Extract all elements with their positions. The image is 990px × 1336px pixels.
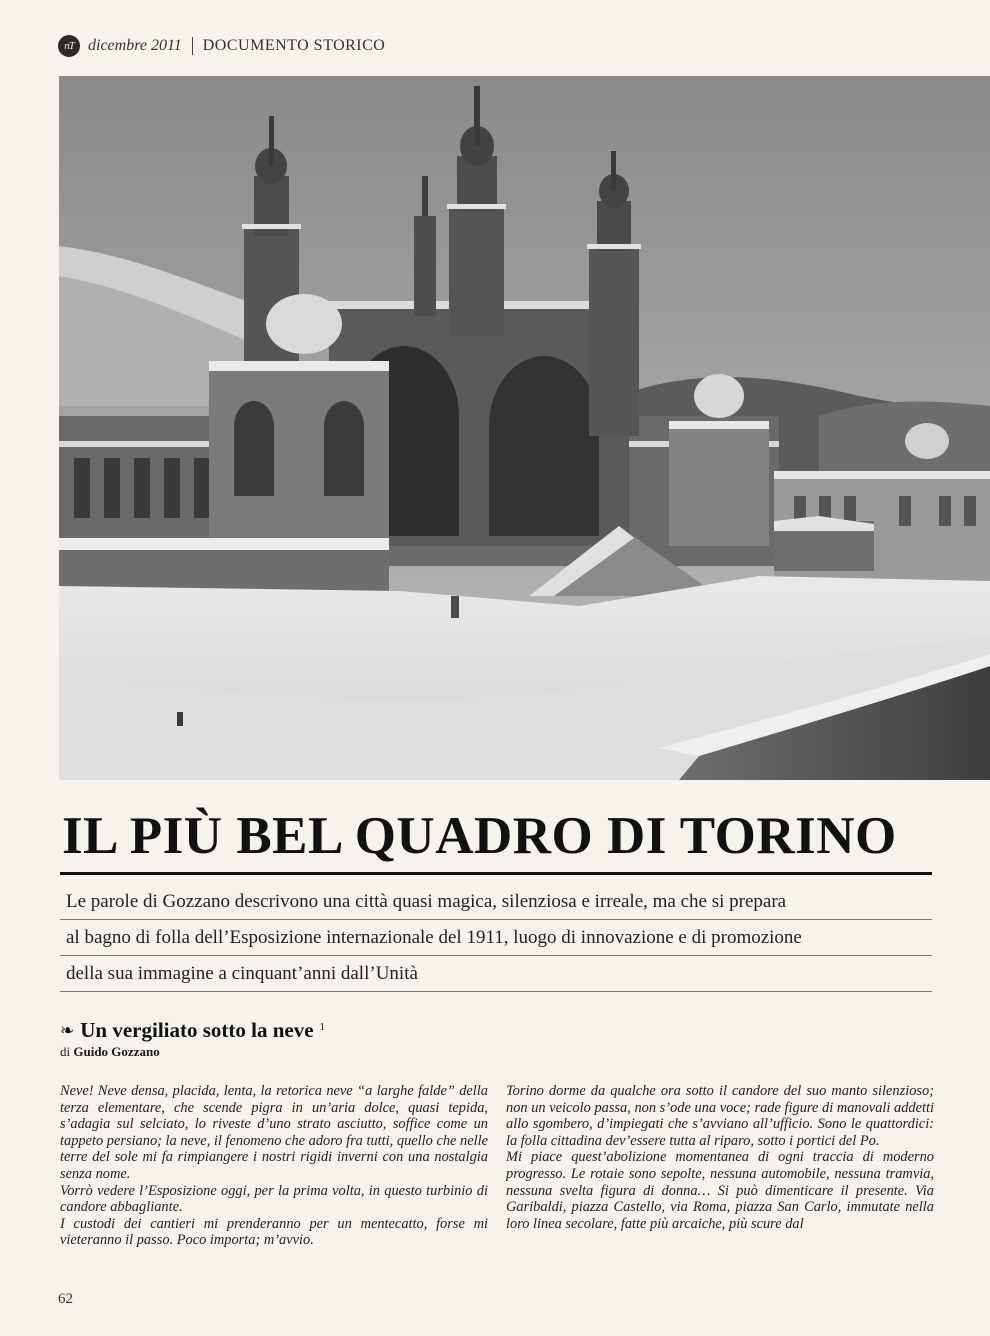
paragraph: I custodi dei cantieri mi prenderanno per un mentecatto, forse mi vieteranno il passo. Poco importa; m’avvio. <box>60 1215 488 1249</box>
article-title: IL PIÙ BEL QUADRO DI TORINO <box>62 807 897 865</box>
paragraph: Neve! Neve densa, placida, lenta, la retorica neve “a larghe falde” della terza elementare, che scende pigra in un’aria dolce, quasi tepida, s’adagia sul selciato, lo riveste d’uno strato asciutto, soffice come un tappeto persiano; la neve, il fenomeno che adoro fra tutti, quello che nelle terre del sole mi fa rimpiangere i nostri rigidi inverni con una nostalgia senza nome. <box>60 1083 488 1182</box>
fleuron-icon: ❧ <box>60 1020 75 1040</box>
historic-photo <box>59 76 990 780</box>
magazine-logo-icon: nT <box>58 35 80 57</box>
paragraph: Mi piace quest’abolizione momentanea di ogni traccia di moderno progresso. Le rotaie sono sepolte, nessuna automobile, nessuna tramvia, nessuna svelta figura di donna… Si può dimenticare il presente. Via Garibaldi, piazza Castello, via Roma, piazza San Carlo, immutate nella loro linea secolare, fatte più arcaiche, più scure dal <box>506 1149 934 1232</box>
running-header <box>58 34 385 58</box>
exposition-photo-icon <box>59 76 990 780</box>
lede-line: al bagno di folla dell’Esposizione internazionale del 1911, luogo di innovazione e di promozione <box>60 920 932 956</box>
text-column-right <box>506 1083 934 1269</box>
paragraph: Vorrò vedere l’Esposizione oggi, per la prima volta, in questo turbinio di candore abbagliante. <box>60 1182 488 1216</box>
article-lede <box>60 884 932 992</box>
issue-date: dicembre 2011 <box>88 37 182 54</box>
section-name: DOCUMENTO STORICO <box>202 37 386 54</box>
paragraph: Torino dorme da qualche ora sotto il candore del suo manto silenzioso; non un veicolo passa, non s’ode una voce; rade figure di manovali addetti allo sgombero, d’impiegati che s’avviano all’ufficio. Sono le quattordici: la folla cittadina dev’essere tutta al riparo, sotto i portici del Po. <box>506 1083 934 1149</box>
text-heading <box>60 1018 325 1060</box>
page-number: 62 <box>58 1291 73 1307</box>
lede-line: Le parole di Gozzano descrivono una città quasi magica, silenziosa e irreale, ma che si prepara <box>60 884 932 920</box>
footnote-mark: 1 <box>319 1020 326 1033</box>
lede-line: della sua immagine a cinquant’anni dall’Unità <box>60 956 932 992</box>
subheading <box>60 1018 325 1043</box>
title-rule <box>60 872 932 875</box>
byline <box>60 1044 325 1060</box>
text-column-left <box>60 1083 488 1249</box>
byline-prefix: di <box>60 1044 71 1059</box>
author-name: Guido Gozzano <box>73 1044 160 1059</box>
subheading-text: Un vergiliato sotto la neve <box>80 1018 314 1042</box>
header-divider <box>192 37 193 55</box>
